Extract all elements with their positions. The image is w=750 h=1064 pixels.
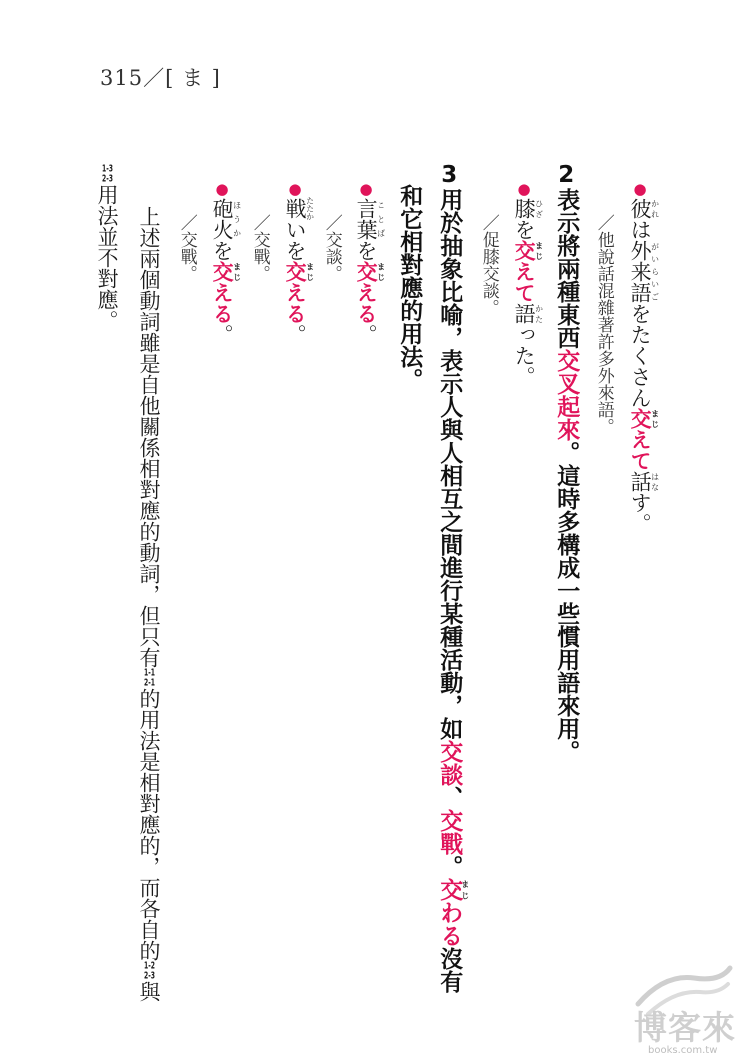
translation: ／交戰。 xyxy=(176,214,197,282)
bullet-icon: ● xyxy=(357,180,376,198)
translation: ／促膝交談。 xyxy=(478,214,499,316)
watermark-url: books.com.tw xyxy=(648,1045,718,1056)
section-heading-continued: 和它相對應的用法。 xyxy=(396,184,423,391)
section-heading: 2表示將兩種東西交叉起來。這時多構成一些慣用語來用。 xyxy=(553,162,580,763)
bullet-icon: ● xyxy=(286,180,305,198)
watermark-text: 博客來 xyxy=(634,1008,736,1047)
bullet-icon: ● xyxy=(213,180,232,198)
example-sentence: ●彼かれは外来語がいらいごをたくさん交まじえて話はなす。 xyxy=(628,180,660,534)
page-header: 315／[ ま ] xyxy=(100,66,221,90)
note-paragraph-end: 1-32-3用法並不對應。 xyxy=(95,164,119,331)
example-sentence: ●膝ひざを交まじえて語かたった。 xyxy=(512,180,544,387)
example-sentence: ●言葉ことばを交まじえる。 xyxy=(354,180,386,345)
bullet-icon: ● xyxy=(631,180,650,198)
example-sentence: ●戦たたかいを交まじえる。 xyxy=(283,180,315,345)
note-paragraph: 上述兩個動詞雖是自他關係相對應的動詞，但只有1-12-1的用法是相對應的，而各自的1-22-3與 xyxy=(137,206,161,1002)
translation: ／交談。 xyxy=(321,214,342,282)
translation: ／他說話混雜著許多外來語。 xyxy=(593,214,614,435)
bullet-icon: ● xyxy=(515,180,534,198)
example-sentence: ●砲火ほうかを交まじえる。 xyxy=(210,180,242,345)
section-heading: 3用於抽象比喻，表示人與人相互之間進行某種活動，如交談、交戰。交まじわる沒有 xyxy=(436,162,470,993)
translation: ／交戰。 xyxy=(249,214,270,282)
bookstore-watermark xyxy=(626,962,742,1058)
